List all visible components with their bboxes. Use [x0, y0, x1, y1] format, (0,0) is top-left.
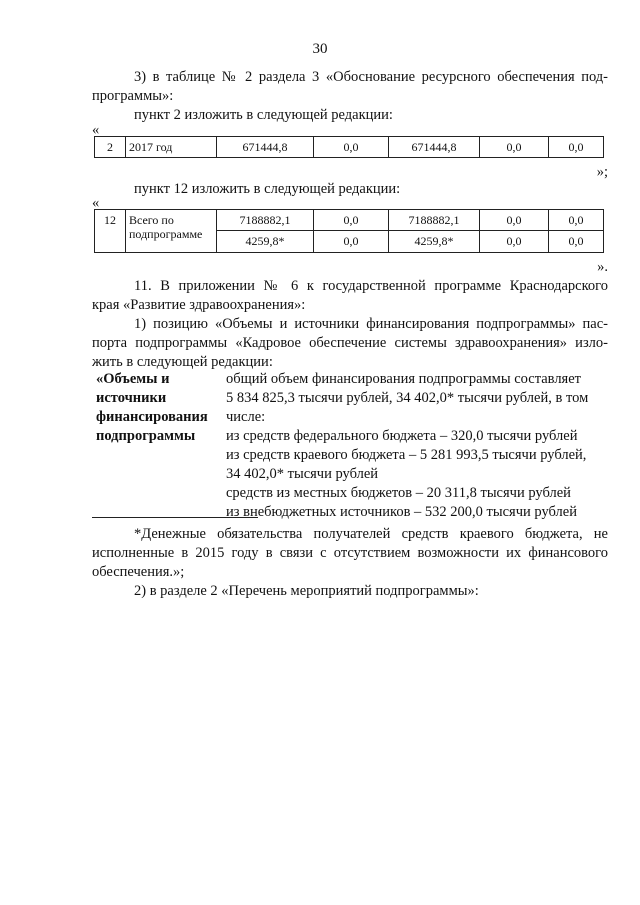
table-cell: 0,0	[549, 137, 604, 158]
table-cell: 0,0	[549, 231, 604, 253]
table-cell: 0,0	[314, 231, 389, 253]
financing-line: из внебюджетных источников – 532 200,0 тысячи рублей	[226, 504, 577, 520]
financing-line: 34 402,0* тысячи рублей	[226, 466, 379, 482]
table-row	[95, 137, 604, 158]
financing-line: средств из местных бюджетов – 20 311,8 тысячи рублей	[226, 485, 571, 501]
table-cell: 671444,8	[217, 137, 314, 158]
table-cell: 7188882,1	[389, 210, 480, 231]
item2-text: 2) в разделе 2 «Перечень мероприятий подпрограммы»:	[134, 583, 479, 599]
item11-line-5: жить в следующей редакции:	[92, 354, 273, 370]
item11-line-2: края «Развитие здравоохранения»:	[92, 297, 306, 313]
table1-close-quote: »;	[596, 164, 608, 180]
intro-line-1: 3) в таблице № 2 раздела 3 «Обоснование ресурсного обеспечения под-	[134, 69, 608, 85]
page-number: 30	[312, 41, 328, 57]
intro-line-3: пункт 2 изложить в следующей редакции:	[134, 107, 393, 123]
label-line: Всего по	[129, 213, 174, 227]
table-cell: 0,0	[314, 137, 389, 158]
item11-line-1: 11. В приложении № 6 к государственной программе Краснодарского	[134, 278, 608, 294]
financing-line: из средств федерального бюджета – 320,0 тысячи рублей	[226, 428, 578, 444]
table-cell: 4259,8*	[389, 231, 480, 253]
table-cell: 0,0	[314, 210, 389, 231]
label-line: финансирования	[96, 409, 208, 425]
financing-line: 5 834 825,3 тысячи рублей, 34 402,0* тысячи рублей, в том	[226, 390, 589, 406]
footnote-line-3: обеспечения.»;	[92, 564, 185, 580]
table2-open-quote: «	[92, 195, 100, 211]
table-cell: 0,0	[480, 137, 549, 158]
footnote-line-2: исполненные в 2015 году в связи с отсутствием возможности их финансового	[92, 545, 608, 561]
label-line: источники	[96, 390, 167, 406]
resource-table-row-12	[94, 209, 604, 253]
item11-line-3: 1) позицию «Объемы и источники финансирования подпрограммы» пас-	[134, 316, 608, 332]
table-cell: 0,0	[549, 210, 604, 231]
footnote-line-1: *Денежные обязательства получателей средств краевого бюджета, не	[134, 526, 608, 542]
table-cell: 12	[95, 210, 126, 253]
table2-close-quote: ».	[597, 259, 608, 275]
table-cell: 4259,8*	[217, 231, 314, 253]
table-row	[95, 210, 604, 231]
item11-line-4: порта подпрограммы «Кадровое обеспечение системы здравоохранения» изло-	[92, 335, 608, 351]
footnote-separator	[92, 517, 258, 518]
table-cell: 2017 год	[126, 137, 217, 158]
table-cell: 2	[95, 137, 126, 158]
table1-open-quote: «	[92, 122, 100, 138]
resource-table-row-2	[94, 136, 604, 158]
label-line: «Объемы и	[96, 371, 170, 387]
label-line: подпрограмме	[129, 227, 203, 241]
punkt12-text: пункт 12 изложить в следующей редакции:	[134, 181, 401, 197]
table-label-cell	[126, 210, 217, 253]
financing-values	[226, 370, 608, 522]
label-line: подпрограммы	[96, 428, 196, 444]
financing-line: из средств краевого бюджета – 5 281 993,5 тысячи рублей,	[226, 447, 587, 463]
table-cell: 0,0	[480, 210, 549, 231]
financing-line: общий объем финансирования подпрограммы составляет	[226, 371, 581, 387]
intro-line-2: программы»:	[92, 88, 174, 104]
table-cell: 0,0	[480, 231, 549, 253]
table-cell: 671444,8	[389, 137, 480, 158]
table-cell: 7188882,1	[217, 210, 314, 231]
financing-label	[96, 370, 224, 446]
financing-line: числе:	[226, 409, 266, 425]
